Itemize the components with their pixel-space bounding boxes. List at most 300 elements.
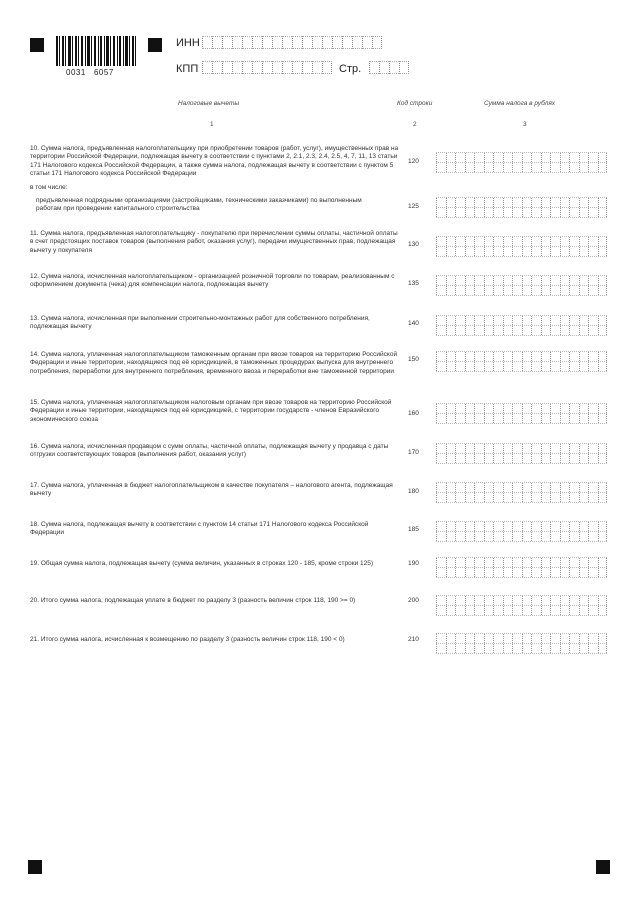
amount-digit-cell[interactable] — [436, 208, 446, 217]
amount-digit-cell[interactable] — [465, 596, 475, 605]
amount-digit-cell[interactable] — [550, 247, 560, 256]
amount-digit-cell[interactable] — [484, 208, 494, 217]
amount-digit-cell[interactable] — [503, 606, 513, 615]
amount-digit-cell[interactable] — [579, 522, 589, 531]
amount-digit-cell[interactable] — [455, 352, 465, 361]
amount-digit-cell[interactable] — [484, 596, 494, 605]
amount-digit-cell[interactable] — [455, 326, 465, 335]
amount-digit-cell[interactable] — [436, 352, 446, 361]
char-cell[interactable] — [352, 36, 362, 49]
amount-digit-cell[interactable] — [531, 568, 541, 577]
char-cell[interactable] — [242, 36, 252, 49]
amount-digit-cell[interactable] — [474, 208, 484, 217]
row-185-amount-field[interactable] — [436, 521, 607, 542]
amount-digit-cell[interactable] — [541, 237, 551, 246]
amount-digit-cell[interactable] — [436, 316, 446, 325]
amount-digit-cell[interactable] — [569, 644, 579, 653]
amount-digit-cell[interactable] — [579, 558, 589, 567]
amount-digit-cell[interactable] — [550, 163, 560, 172]
amount-digit-cell[interactable] — [579, 247, 589, 256]
amount-digit-cell[interactable] — [531, 362, 541, 371]
amount-digit-cell[interactable] — [512, 352, 522, 361]
amount-digit-cell[interactable] — [531, 532, 541, 541]
amount-digit-cell[interactable] — [579, 493, 589, 502]
amount-digit-cell[interactable] — [455, 153, 465, 162]
amount-digit-cell[interactable] — [474, 247, 484, 256]
amount-digit-cell[interactable] — [446, 326, 456, 335]
amount-digit-cell[interactable] — [446, 522, 456, 531]
char-cell[interactable] — [202, 61, 212, 74]
amount-digit-cell[interactable] — [550, 532, 560, 541]
amount-digit-cell[interactable] — [531, 483, 541, 492]
amount-digit-cell[interactable] — [512, 483, 522, 492]
amount-digit-cell[interactable] — [569, 163, 579, 172]
amount-digit-cell[interactable] — [465, 606, 475, 615]
amount-digit-cell[interactable] — [531, 198, 541, 207]
amount-digit-cell[interactable] — [588, 404, 598, 413]
amount-digit-cell[interactable] — [541, 532, 551, 541]
amount-digit-cell[interactable] — [512, 568, 522, 577]
amount-digit-cell[interactable] — [569, 454, 579, 463]
amount-digit-cell[interactable] — [560, 286, 570, 295]
amount-digit-cell[interactable] — [436, 596, 446, 605]
amount-digit-cell[interactable] — [541, 483, 551, 492]
amount-digit-cell[interactable] — [436, 493, 446, 502]
amount-digit-cell[interactable] — [503, 362, 513, 371]
amount-digit-cell[interactable] — [503, 286, 513, 295]
amount-digit-cell[interactable] — [474, 483, 484, 492]
amount-digit-cell[interactable] — [522, 568, 532, 577]
amount-digit-cell[interactable] — [474, 493, 484, 502]
amount-digit-cell[interactable] — [493, 568, 503, 577]
char-cell[interactable] — [292, 61, 302, 74]
amount-digit-cell[interactable] — [569, 634, 579, 643]
kpp-field[interactable] — [202, 61, 332, 74]
amount-digit-cell[interactable] — [474, 286, 484, 295]
amount-digit-cell[interactable] — [484, 247, 494, 256]
amount-digit-cell[interactable] — [484, 286, 494, 295]
amount-digit-cell[interactable] — [436, 163, 446, 172]
amount-digit-cell[interactable] — [455, 634, 465, 643]
amount-digit-cell[interactable] — [446, 237, 456, 246]
amount-digit-cell[interactable] — [569, 568, 579, 577]
amount-digit-cell[interactable] — [550, 522, 560, 531]
amount-digit-cell[interactable] — [541, 316, 551, 325]
amount-digit-cell[interactable] — [598, 493, 608, 502]
amount-digit-cell[interactable] — [522, 198, 532, 207]
amount-digit-cell[interactable] — [598, 596, 608, 605]
amount-digit-cell[interactable] — [465, 568, 475, 577]
char-cell[interactable] — [362, 36, 372, 49]
amount-digit-cell[interactable] — [579, 316, 589, 325]
amount-digit-cell[interactable] — [512, 454, 522, 463]
amount-digit-cell[interactable] — [579, 404, 589, 413]
amount-digit-cell[interactable] — [550, 568, 560, 577]
amount-digit-cell[interactable] — [474, 163, 484, 172]
amount-digit-cell[interactable] — [560, 558, 570, 567]
amount-digit-cell[interactable] — [503, 237, 513, 246]
amount-digit-cell[interactable] — [560, 522, 570, 531]
amount-digit-cell[interactable] — [436, 198, 446, 207]
amount-digit-cell[interactable] — [436, 404, 446, 413]
amount-digit-cell[interactable] — [560, 153, 570, 162]
amount-digit-cell[interactable] — [474, 596, 484, 605]
amount-digit-cell[interactable] — [560, 414, 570, 423]
amount-digit-cell[interactable] — [598, 644, 608, 653]
amount-digit-cell[interactable] — [512, 247, 522, 256]
amount-digit-cell[interactable] — [588, 634, 598, 643]
amount-digit-cell[interactable] — [512, 276, 522, 285]
amount-digit-cell[interactable] — [493, 237, 503, 246]
amount-digit-cell[interactable] — [531, 606, 541, 615]
inn-field[interactable] — [202, 36, 382, 49]
amount-digit-cell[interactable] — [598, 352, 608, 361]
amount-digit-cell[interactable] — [436, 414, 446, 423]
amount-digit-cell[interactable] — [598, 316, 608, 325]
amount-digit-cell[interactable] — [598, 208, 608, 217]
amount-digit-cell[interactable] — [560, 532, 570, 541]
amount-digit-cell[interactable] — [569, 606, 579, 615]
amount-digit-cell[interactable] — [446, 493, 456, 502]
amount-digit-cell[interactable] — [541, 404, 551, 413]
amount-digit-cell[interactable] — [446, 454, 456, 463]
amount-digit-cell[interactable] — [465, 362, 475, 371]
amount-digit-cell[interactable] — [550, 237, 560, 246]
char-cell[interactable] — [222, 36, 232, 49]
amount-digit-cell[interactable] — [503, 198, 513, 207]
char-cell[interactable] — [252, 61, 262, 74]
amount-digit-cell[interactable] — [541, 286, 551, 295]
amount-digit-cell[interactable] — [522, 644, 532, 653]
char-cell[interactable] — [302, 36, 312, 49]
amount-digit-cell[interactable] — [455, 644, 465, 653]
amount-digit-cell[interactable] — [474, 404, 484, 413]
amount-digit-cell[interactable] — [455, 208, 465, 217]
amount-digit-cell[interactable] — [484, 606, 494, 615]
amount-digit-cell[interactable] — [569, 404, 579, 413]
amount-digit-cell[interactable] — [455, 522, 465, 531]
amount-digit-cell[interactable] — [579, 286, 589, 295]
char-cell[interactable] — [312, 61, 322, 74]
amount-digit-cell[interactable] — [455, 532, 465, 541]
amount-digit-cell[interactable] — [455, 414, 465, 423]
amount-digit-cell[interactable] — [588, 444, 598, 453]
amount-digit-cell[interactable] — [446, 404, 456, 413]
amount-digit-cell[interactable] — [465, 237, 475, 246]
amount-digit-cell[interactable] — [512, 153, 522, 162]
amount-digit-cell[interactable] — [436, 644, 446, 653]
amount-digit-cell[interactable] — [550, 596, 560, 605]
amount-digit-cell[interactable] — [455, 362, 465, 371]
amount-digit-cell[interactable] — [550, 362, 560, 371]
amount-digit-cell[interactable] — [588, 522, 598, 531]
amount-digit-cell[interactable] — [493, 198, 503, 207]
amount-digit-cell[interactable] — [560, 208, 570, 217]
amount-digit-cell[interactable] — [493, 208, 503, 217]
amount-digit-cell[interactable] — [512, 493, 522, 502]
amount-digit-cell[interactable] — [541, 596, 551, 605]
amount-digit-cell[interactable] — [522, 326, 532, 335]
amount-digit-cell[interactable] — [493, 163, 503, 172]
amount-digit-cell[interactable] — [522, 163, 532, 172]
amount-digit-cell[interactable] — [569, 198, 579, 207]
amount-digit-cell[interactable] — [560, 247, 570, 256]
amount-digit-cell[interactable] — [455, 493, 465, 502]
amount-digit-cell[interactable] — [531, 414, 541, 423]
amount-digit-cell[interactable] — [493, 362, 503, 371]
amount-digit-cell[interactable] — [588, 644, 598, 653]
amount-digit-cell[interactable] — [455, 163, 465, 172]
amount-digit-cell[interactable] — [531, 404, 541, 413]
char-cell[interactable] — [272, 36, 282, 49]
amount-digit-cell[interactable] — [531, 493, 541, 502]
amount-digit-cell[interactable] — [598, 198, 608, 207]
amount-digit-cell[interactable] — [455, 404, 465, 413]
amount-digit-cell[interactable] — [484, 522, 494, 531]
amount-digit-cell[interactable] — [588, 568, 598, 577]
amount-digit-cell[interactable] — [446, 208, 456, 217]
amount-digit-cell[interactable] — [522, 596, 532, 605]
amount-digit-cell[interactable] — [512, 286, 522, 295]
amount-digit-cell[interactable] — [436, 522, 446, 531]
amount-digit-cell[interactable] — [541, 558, 551, 567]
amount-digit-cell[interactable] — [436, 483, 446, 492]
amount-digit-cell[interactable] — [560, 568, 570, 577]
amount-digit-cell[interactable] — [588, 276, 598, 285]
amount-digit-cell[interactable] — [579, 483, 589, 492]
amount-digit-cell[interactable] — [560, 644, 570, 653]
amount-digit-cell[interactable] — [579, 596, 589, 605]
amount-digit-cell[interactable] — [569, 493, 579, 502]
amount-digit-cell[interactable] — [522, 634, 532, 643]
amount-digit-cell[interactable] — [541, 444, 551, 453]
amount-digit-cell[interactable] — [560, 352, 570, 361]
amount-digit-cell[interactable] — [531, 558, 541, 567]
amount-digit-cell[interactable] — [560, 493, 570, 502]
amount-digit-cell[interactable] — [503, 316, 513, 325]
amount-digit-cell[interactable] — [541, 276, 551, 285]
amount-digit-cell[interactable] — [550, 208, 560, 217]
amount-digit-cell[interactable] — [503, 352, 513, 361]
char-cell[interactable] — [202, 36, 212, 49]
amount-digit-cell[interactable] — [446, 634, 456, 643]
amount-digit-cell[interactable] — [493, 352, 503, 361]
amount-digit-cell[interactable] — [474, 316, 484, 325]
amount-digit-cell[interactable] — [436, 326, 446, 335]
amount-digit-cell[interactable] — [512, 444, 522, 453]
amount-digit-cell[interactable] — [436, 276, 446, 285]
amount-digit-cell[interactable] — [522, 606, 532, 615]
amount-digit-cell[interactable] — [541, 153, 551, 162]
amount-digit-cell[interactable] — [550, 454, 560, 463]
page-number-field[interactable] — [369, 61, 409, 74]
amount-digit-cell[interactable] — [446, 286, 456, 295]
amount-digit-cell[interactable] — [579, 237, 589, 246]
amount-digit-cell[interactable] — [531, 316, 541, 325]
amount-digit-cell[interactable] — [484, 493, 494, 502]
amount-digit-cell[interactable] — [522, 352, 532, 361]
amount-digit-cell[interactable] — [474, 153, 484, 162]
amount-digit-cell[interactable] — [465, 163, 475, 172]
amount-digit-cell[interactable] — [503, 454, 513, 463]
amount-digit-cell[interactable] — [541, 362, 551, 371]
amount-digit-cell[interactable] — [579, 454, 589, 463]
amount-digit-cell[interactable] — [522, 276, 532, 285]
amount-digit-cell[interactable] — [465, 444, 475, 453]
amount-digit-cell[interactable] — [541, 634, 551, 643]
amount-digit-cell[interactable] — [560, 316, 570, 325]
amount-digit-cell[interactable] — [531, 352, 541, 361]
amount-digit-cell[interactable] — [588, 237, 598, 246]
amount-digit-cell[interactable] — [474, 644, 484, 653]
amount-digit-cell[interactable] — [436, 247, 446, 256]
amount-digit-cell[interactable] — [550, 634, 560, 643]
amount-digit-cell[interactable] — [588, 326, 598, 335]
char-cell[interactable] — [242, 61, 252, 74]
amount-digit-cell[interactable] — [569, 362, 579, 371]
row-140-amount-field[interactable] — [436, 315, 607, 336]
amount-digit-cell[interactable] — [436, 454, 446, 463]
amount-digit-cell[interactable] — [436, 444, 446, 453]
amount-digit-cell[interactable] — [465, 634, 475, 643]
amount-digit-cell[interactable] — [474, 362, 484, 371]
amount-digit-cell[interactable] — [598, 522, 608, 531]
amount-digit-cell[interactable] — [550, 316, 560, 325]
amount-digit-cell[interactable] — [493, 153, 503, 162]
amount-digit-cell[interactable] — [465, 483, 475, 492]
amount-digit-cell[interactable] — [455, 606, 465, 615]
amount-digit-cell[interactable] — [474, 276, 484, 285]
row-150-amount-field[interactable] — [436, 351, 607, 372]
amount-digit-cell[interactable] — [569, 352, 579, 361]
amount-digit-cell[interactable] — [588, 286, 598, 295]
amount-digit-cell[interactable] — [436, 634, 446, 643]
amount-digit-cell[interactable] — [503, 532, 513, 541]
amount-digit-cell[interactable] — [522, 532, 532, 541]
amount-digit-cell[interactable] — [531, 454, 541, 463]
amount-digit-cell[interactable] — [588, 414, 598, 423]
amount-digit-cell[interactable] — [541, 352, 551, 361]
amount-digit-cell[interactable] — [598, 532, 608, 541]
amount-digit-cell[interactable] — [436, 237, 446, 246]
amount-digit-cell[interactable] — [569, 247, 579, 256]
amount-digit-cell[interactable] — [588, 208, 598, 217]
amount-digit-cell[interactable] — [484, 568, 494, 577]
amount-digit-cell[interactable] — [474, 326, 484, 335]
amount-digit-cell[interactable] — [512, 634, 522, 643]
amount-digit-cell[interactable] — [446, 362, 456, 371]
amount-digit-cell[interactable] — [550, 558, 560, 567]
amount-digit-cell[interactable] — [474, 532, 484, 541]
amount-digit-cell[interactable] — [579, 532, 589, 541]
amount-digit-cell[interactable] — [503, 153, 513, 162]
amount-digit-cell[interactable] — [541, 247, 551, 256]
amount-digit-cell[interactable] — [522, 404, 532, 413]
amount-digit-cell[interactable] — [522, 444, 532, 453]
amount-digit-cell[interactable] — [522, 558, 532, 567]
amount-digit-cell[interactable] — [598, 558, 608, 567]
amount-digit-cell[interactable] — [588, 352, 598, 361]
amount-digit-cell[interactable] — [455, 454, 465, 463]
amount-digit-cell[interactable] — [569, 286, 579, 295]
amount-digit-cell[interactable] — [598, 606, 608, 615]
amount-digit-cell[interactable] — [588, 198, 598, 207]
amount-digit-cell[interactable] — [541, 606, 551, 615]
char-cell[interactable] — [389, 61, 399, 74]
amount-digit-cell[interactable] — [503, 558, 513, 567]
amount-digit-cell[interactable] — [569, 483, 579, 492]
char-cell[interactable] — [302, 61, 312, 74]
amount-digit-cell[interactable] — [465, 522, 475, 531]
amount-digit-cell[interactable] — [493, 606, 503, 615]
char-cell[interactable] — [232, 36, 242, 49]
amount-digit-cell[interactable] — [598, 444, 608, 453]
amount-digit-cell[interactable] — [522, 414, 532, 423]
amount-digit-cell[interactable] — [522, 483, 532, 492]
amount-digit-cell[interactable] — [588, 483, 598, 492]
amount-digit-cell[interactable] — [598, 163, 608, 172]
amount-digit-cell[interactable] — [579, 644, 589, 653]
amount-digit-cell[interactable] — [588, 558, 598, 567]
amount-digit-cell[interactable] — [474, 522, 484, 531]
amount-digit-cell[interactable] — [569, 276, 579, 285]
amount-digit-cell[interactable] — [503, 596, 513, 605]
amount-digit-cell[interactable] — [503, 414, 513, 423]
amount-digit-cell[interactable] — [598, 404, 608, 413]
amount-digit-cell[interactable] — [531, 444, 541, 453]
amount-digit-cell[interactable] — [436, 362, 446, 371]
amount-digit-cell[interactable] — [598, 153, 608, 162]
amount-digit-cell[interactable] — [493, 247, 503, 256]
amount-digit-cell[interactable] — [474, 558, 484, 567]
amount-digit-cell[interactable] — [512, 198, 522, 207]
amount-digit-cell[interactable] — [512, 404, 522, 413]
char-cell[interactable] — [312, 36, 322, 49]
amount-digit-cell[interactable] — [484, 404, 494, 413]
amount-digit-cell[interactable] — [550, 644, 560, 653]
char-cell[interactable] — [369, 61, 379, 74]
row-135-amount-field[interactable] — [436, 275, 607, 296]
amount-digit-cell[interactable] — [531, 247, 541, 256]
amount-digit-cell[interactable] — [484, 352, 494, 361]
amount-digit-cell[interactable] — [436, 532, 446, 541]
amount-digit-cell[interactable] — [579, 208, 589, 217]
amount-digit-cell[interactable] — [569, 414, 579, 423]
amount-digit-cell[interactable] — [436, 286, 446, 295]
amount-digit-cell[interactable] — [484, 483, 494, 492]
amount-digit-cell[interactable] — [512, 163, 522, 172]
amount-digit-cell[interactable] — [531, 276, 541, 285]
row-170-amount-field[interactable] — [436, 443, 607, 464]
amount-digit-cell[interactable] — [446, 276, 456, 285]
amount-digit-cell[interactable] — [598, 483, 608, 492]
amount-digit-cell[interactable] — [588, 454, 598, 463]
amount-digit-cell[interactable] — [493, 414, 503, 423]
char-cell[interactable] — [212, 61, 222, 74]
amount-digit-cell[interactable] — [493, 558, 503, 567]
amount-digit-cell[interactable] — [598, 237, 608, 246]
amount-digit-cell[interactable] — [484, 237, 494, 246]
amount-digit-cell[interactable] — [493, 634, 503, 643]
char-cell[interactable] — [399, 61, 409, 74]
amount-digit-cell[interactable] — [588, 606, 598, 615]
amount-digit-cell[interactable] — [579, 276, 589, 285]
char-cell[interactable] — [232, 61, 242, 74]
amount-digit-cell[interactable] — [446, 414, 456, 423]
amount-digit-cell[interactable] — [569, 326, 579, 335]
amount-digit-cell[interactable] — [484, 316, 494, 325]
amount-digit-cell[interactable] — [569, 316, 579, 325]
